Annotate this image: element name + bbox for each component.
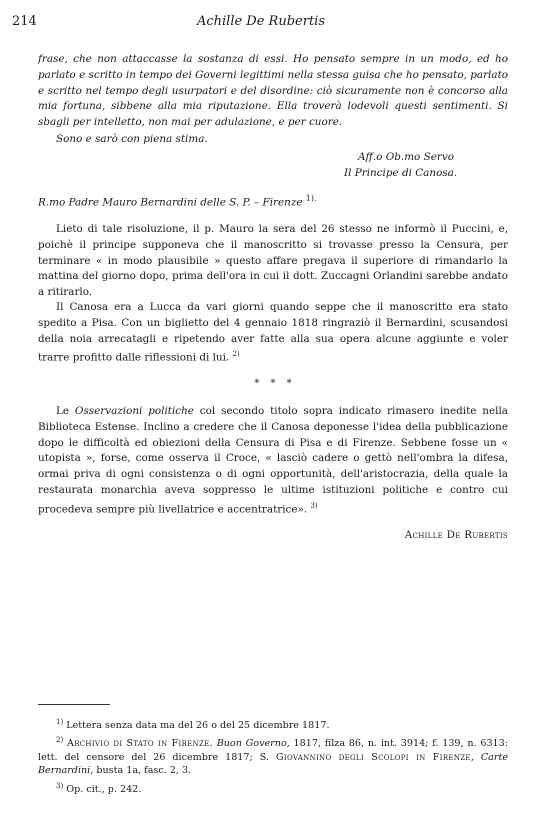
work-title: Osservazioni politiche xyxy=(74,405,194,417)
footnote-rule xyxy=(38,704,110,705)
letter-signature-line-1: Aff.o Ob.mo Servo xyxy=(358,151,454,163)
addressee-footnote-ref: 1). xyxy=(305,194,317,203)
page-header xyxy=(12,14,510,34)
section-separator: * * * xyxy=(254,378,296,389)
footnote-2-series-2: Carte Bernardini xyxy=(38,751,508,777)
paragraph-puccini: Lieto di tale risoluzione, il p. Mauro la sera del 26 stesso ne informò il Puccini, e, poichè il principe supponeva che il manoscritto si trovasse presso la Censura, per terminare « in modo plausibile » questo affare pregava il superiore di rimandarlo la mattina del giorno dopo, prima dell'ora in cui il dott. Zuccagni Orlandini sarebbe andato a ritirarlo. xyxy=(38,223,508,299)
letter-signature-line-2: Il Principe di Canosa. xyxy=(344,167,458,179)
letter-ending-paragraph: frase, che non attaccasse la sostanza di essi. Ho pensato sempre in un modo, ed ho parlato e scritto in tempo dei Governi legittimi nella stessa guisa che ho pensato, parlato e scritto nel tempo degli usurpatori e del disordine: ciò sicuramente non è concorso alla mia fortuna, sibbene alla mia riputazione. Ella troverà lodevoli questi sentimenti. Si sbagli per intelletto, non mai per adulazione, e per cuore. xyxy=(38,53,508,129)
paragraph-osservazioni xyxy=(38,404,508,518)
page-number: 214 xyxy=(12,14,37,29)
author-signature: Achille De Rubertis xyxy=(404,529,508,541)
footnote-2-archive: Archivio di Stato in Firenze. xyxy=(66,738,213,750)
running-head: Achille De Rubertis xyxy=(196,14,326,29)
letter-addressee xyxy=(38,191,508,211)
footnote-2-text-a: , 1817, filza 86, n. int. 3914; f. 139, n. 6313: lett. del censore del 26 dicembre 1817; S. xyxy=(38,738,508,763)
footnote-1-text: Lettera senza data ma del 26 o del 25 dicembre 1817. xyxy=(66,720,330,732)
footnote-ref-3: 3) xyxy=(310,501,318,510)
footnote-2-comma: , xyxy=(470,751,481,763)
footnote-2-archive-2: Giovannino degli Scolopi in Firenze xyxy=(275,751,471,763)
paragraph-osservazioni-lead: Le xyxy=(56,405,75,417)
paragraph-osservazioni-text: col secondo titolo sopra indicato rimasero inedite nella Biblioteca Estense. Inclino a credere che il Canosa deponesse l'idea della pubblicazione dopo le difficoltà ed obiezioni della Censura di Pisa e di Firenze. Sebbene fosse un « utopista », forse, come osserva il Croce, « lasciò cadere o gettò nell'ombra la difesa, ormai priva di ogni consistenza o di ogni opportunità, dell'aristocrazia, della quale la restaurata monarchia aveva soppresso le ultime istituzioni politiche e contro cui procedeva sempre più livellatrice e accentratrice». xyxy=(38,405,508,516)
footnote-1 xyxy=(38,716,508,733)
footnote-2 xyxy=(38,734,508,778)
footnote-3-text: Op. cit., p. 242. xyxy=(66,784,142,796)
footnote-ref-2: 2) xyxy=(232,350,240,359)
addressee-text: R.mo Padre Mauro Bernardini delle S. P. – Firenze xyxy=(38,196,303,209)
footnote-2-number: 2) xyxy=(56,736,64,744)
letter-closing: Sono e sarò con piena stima. xyxy=(56,133,208,145)
paragraph-canosa-lucca xyxy=(38,300,508,367)
footnote-3-number: 3) xyxy=(56,782,64,790)
footnote-2-series: Buon Governo xyxy=(216,738,287,750)
paragraph-canosa-lucca-text: Il Canosa era a Lucca da vari giorni quando seppe che il manoscritto era stato spedito a Pisa. Con un biglietto del 4 gennaio 1818 ringraziò il Bernardini, scusandosi della noia arrecatagli e ripetendo aver fatte alla sua opera alcune aggiunte e voler trarre profitto dalle riflessioni di lui. xyxy=(38,301,508,364)
footnote-3 xyxy=(38,780,508,797)
footnote-2-text-b: , busta 1a, fasc. 2, 3. xyxy=(90,765,192,777)
footnote-1-number: 1) xyxy=(56,718,64,726)
